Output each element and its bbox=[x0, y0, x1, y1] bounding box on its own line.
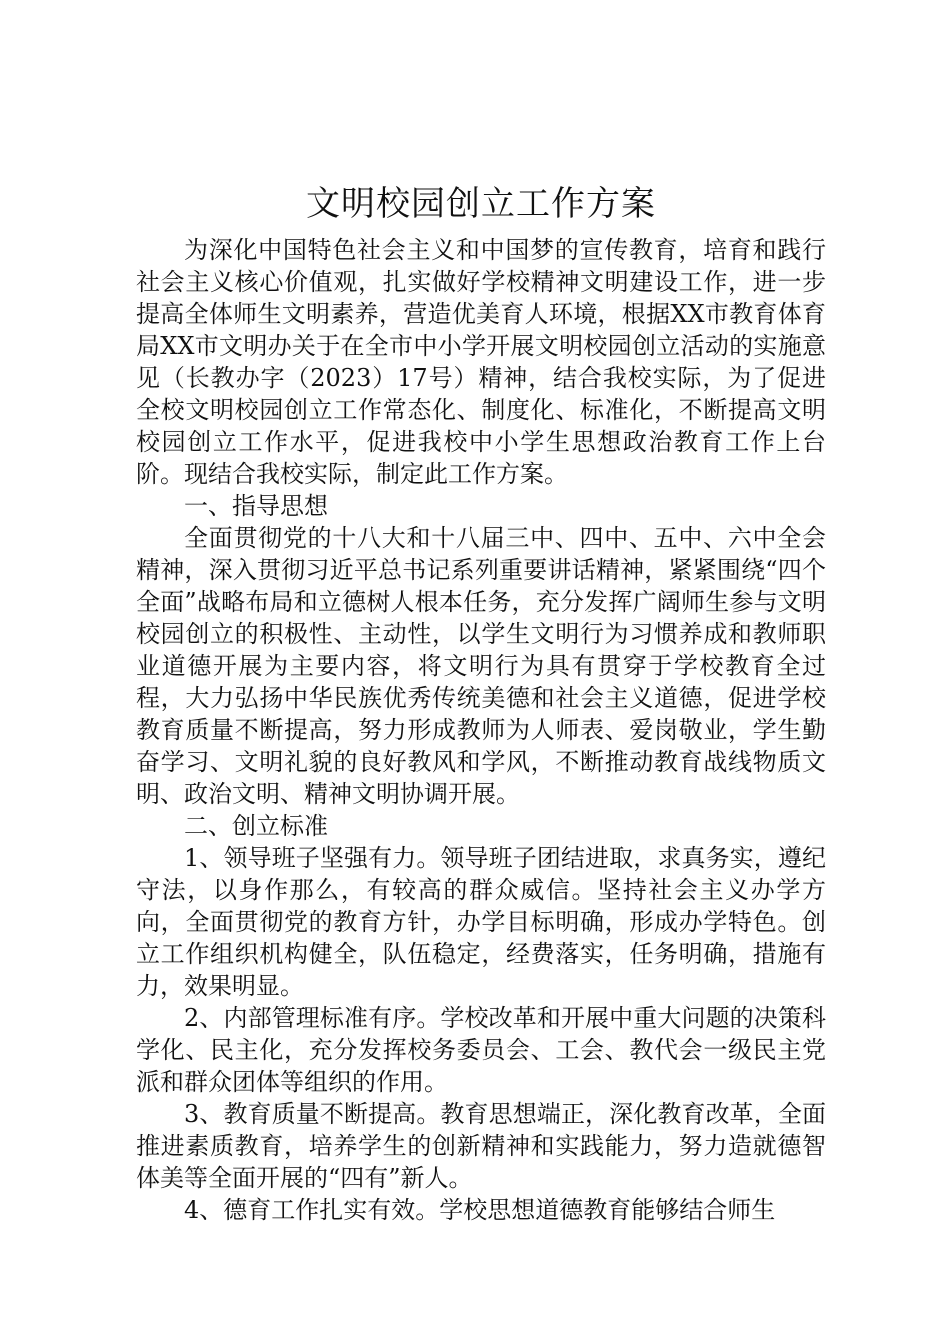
intro-paragraph: 为深化中国特色社会主义和中国梦的宣传教育，培育和践行社会主义核心价值观，扎实做好学校精神文明建设工作，进一步提高全体师生文明素养，营造优美育人环境，根据XX市教育体育局XX市文明办关于在全市中小学开展文明校园创立活动的实施意见（长教办字（2023）17号）精神，结合我校实际，为了促进全校文明校园创立工作常态化、制度化、标准化，不断提高文明校园创立工作水平，促进我校中小学生思想政治教育工作上台阶。现结合我校实际，制定此工作方案。 bbox=[136, 236, 826, 488]
standard-item-4: 4、德育工作扎实有效。学校思想道德教育能够结合师生 bbox=[184, 1196, 776, 1224]
standard-item-3: 3、教育质量不断提高。教育思想端正，深化教育改革，全面推进素质教育，培养学生的创新精神和实践能力，努力造就德智体美等全面开展的“四有”新人。 bbox=[136, 1100, 826, 1192]
document-title: 文明校园创立工作方案 bbox=[306, 184, 656, 224]
document-page bbox=[136, 178, 826, 1226]
guiding-ideology-paragraph: 全面贯彻党的十八大和十八届三中、四中、五中、六中全会精神，深入贯彻习近平总书记系列重要讲话精神，紧紧围绕“四个全面”战略布局和立德树人根本任务，充分发挥广阔师生参与文明校园创立的积极性、主动性，以学生文明行为习惯养成和教师职业道德开展为主要内容，将文明行为具有贯穿于学校教育全过程，大力弘扬中华民族优秀传统美德和社会主义道德，促进学校教育质量不断提高，努力形成教师为人师表、爱岗敬业，学生勤奋学习、文明礼貌的良好教风和学风，不断推动教育战线物质文明、政治文明、精神文明协调开展。 bbox=[136, 524, 826, 808]
standard-item-1: 1、领导班子坚强有力。领导班子团结进取，求真务实，遵纪守法，以身作那么，有较高的群众威信。坚持社会主义办学方向，全面贯彻党的教育方针，办学目标明确，形成办学特色。创立工作组织机构健全，队伍稳定，经费落实，任务明确，措施有力，效果明显。 bbox=[136, 844, 826, 1000]
section-heading-standards: 二、创立标准 bbox=[184, 812, 328, 840]
section-heading-guiding-ideology: 一、指导思想 bbox=[184, 492, 328, 520]
standard-item-2: 2、内部管理标准有序。学校改革和开展中重大问题的决策科学化、民主化，充分发挥校务委员会、工会、教代会一级民主党派和群众团体等组织的作用。 bbox=[136, 1004, 826, 1096]
